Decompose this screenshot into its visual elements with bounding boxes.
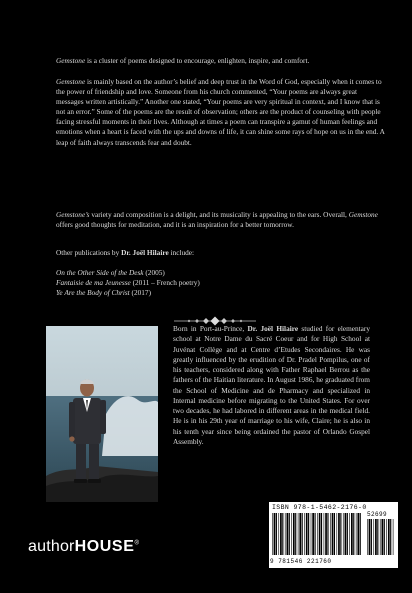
- bio-lead: Born in Port-au-Prince,: [173, 324, 248, 333]
- publication-item: [56, 268, 386, 278]
- isbn-barcode: [269, 502, 398, 568]
- book-title-italic: Gemstone: [56, 77, 86, 86]
- book-title-italic: Gemstone: [56, 56, 86, 65]
- publication-note: (2011 – French poetry): [130, 278, 200, 288]
- publication-title: Ye Are the Body of Christ: [56, 288, 130, 298]
- barcode-bars-icon: [272, 513, 362, 555]
- author-bio: [173, 324, 370, 447]
- publisher-logo-part2: HOUSE: [74, 538, 135, 555]
- author-name: Dr. Joël Hilaire: [121, 248, 169, 257]
- publication-list: [56, 268, 386, 298]
- registered-mark: ®: [134, 540, 140, 547]
- author-photo: [46, 326, 158, 502]
- other-publications-lead: Other publications by: [56, 248, 122, 257]
- publisher-logo-part1: author: [28, 538, 75, 555]
- publication-item: [56, 288, 386, 298]
- publication-note: (2005): [143, 268, 165, 277]
- isbn-label: ISBN 978-1-5462-2176-0: [272, 504, 367, 511]
- publisher-logo: [28, 538, 139, 556]
- barcode-addon-bars-icon: [367, 519, 394, 555]
- publication-title: On the Other Side of the Desk: [56, 268, 144, 277]
- basis-text: is mainly based on the author’s belief and deep trust in the Word of God, especially when it comes to the power of friendship and love. Someone from his church commented, “Your poems are always great messages written artistically.” Another one stated, “Your poems are very spiritual in context, and I know that is not an error.” Some of the poems are the result of observation; others are the product of counseling with people facing stressful moments in their lives. Although at times a poem can transpire a gamut of human feelings and emotions when a heart is faced with the ups and downs of life, it can shine some rays of hope on us in the end. A leap of faith always transcends fear and doubt.: [56, 77, 385, 147]
- publication-note: (2017): [129, 288, 151, 298]
- intro-paragraph: [56, 56, 386, 66]
- variety-paragraph: [56, 210, 386, 230]
- book-title-italic: Gemstone’s: [56, 210, 90, 219]
- publication-title: Fantaisie de ma Jeunesse: [56, 278, 131, 288]
- book-title-italic: Gemstone: [348, 210, 378, 219]
- barcode-ean-number: 9 781546 221760: [270, 558, 332, 565]
- intro-text: is a cluster of poems designed to encourage, enlighten, inspire, and comfort.: [85, 56, 310, 65]
- basis-paragraph: [56, 77, 386, 148]
- barcode-addon-number: 52699: [367, 511, 388, 518]
- bio-text: studied for elementary school at Notre Dame du Sacré Coeur and for High School at Juvénat Collège and at Centre d’Etudes Secondaires. He was greatly influenced by the erudition of Dr. Pradel Pompilus, one of his teachers, considered along with Father Raphael Berrou as the fathers of the Haitian literature. In August 1986, he graduated from the School of Medicine and de Pharmacy and specialized in Internal medicine before migrating to the United States. For over two decades, he had labored in different areas in the medical field. He is in his 29th year of marriage to his wife, Claire; he is also in his tenth year since being ordained the pastor of Orlando Gospel Assembly.: [173, 324, 370, 446]
- other-publications-tail: include:: [168, 248, 195, 257]
- variety-text: variety and composition is a delight, and its musicality is appealing to the ears. Overall,: [89, 210, 349, 219]
- variety-text-end: offers good thoughts for meditation, and it is an inspiration for a better tomorrow.: [56, 220, 294, 230]
- publication-item: [56, 278, 386, 288]
- other-publications-heading: [56, 248, 386, 258]
- author-name: Dr. Joël Hilaire: [247, 324, 299, 333]
